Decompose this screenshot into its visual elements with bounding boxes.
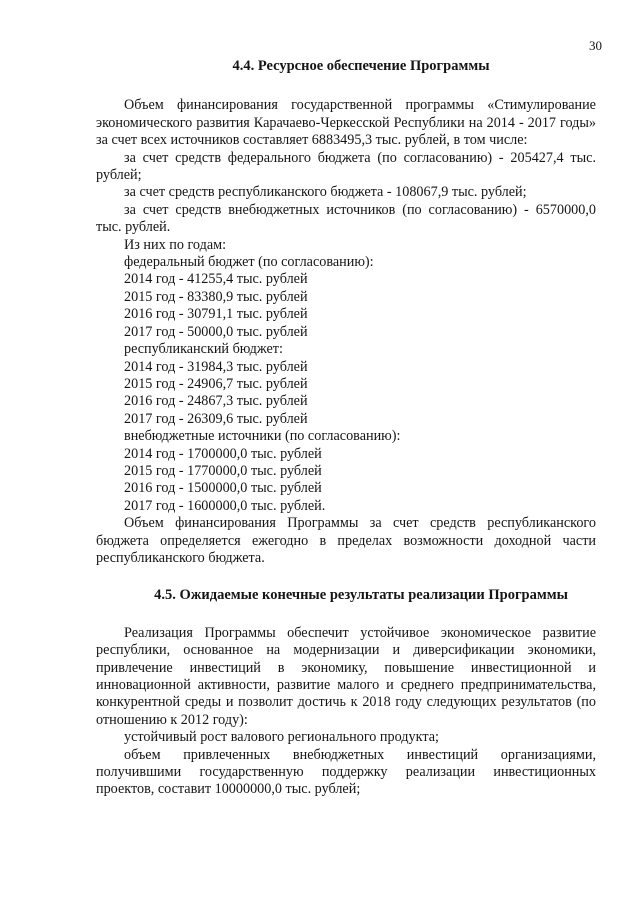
extrabudget-year-2016: 2016 год - 1500000,0 тыс. рублей bbox=[124, 480, 322, 497]
federal-year-2017: 2017 год - 50000,0 тыс. рублей bbox=[124, 323, 308, 340]
extrabudget-year-2014: 2014 год - 1700000,0 тыс. рублей bbox=[124, 445, 322, 462]
extrabudget-year-2017: 2017 год - 1600000,0 тыс. рублей. bbox=[124, 497, 326, 514]
section-heading-4-4: 4.4. Ресурсное обеспечение Программы bbox=[232, 58, 490, 74]
republic-label: республиканский бюджет: bbox=[124, 341, 283, 358]
republic-year-2014: 2014 год - 31984,3 тыс. рублей bbox=[124, 358, 308, 375]
federal-year-2015: 2015 год - 83380,9 тыс. рублей bbox=[124, 288, 308, 305]
section-heading-4-5: 4.5. Ожидаемые конечные результаты реализации Программы bbox=[154, 587, 568, 604]
result-item-investments: объем привлеченных внебюджетных инвестиций организациями, получившими государственную поддержку реализации инвестиционных проектов, составит 10000000,0 тыс. рублей; bbox=[96, 746, 596, 798]
federal-label: федеральный бюджет (по согласованию): bbox=[124, 254, 374, 271]
financing-intro: Объем финансирования государственной программы «Стимулирование экономического развития Карачаево-Черкесской Республики на 2014 - 2017 годы» за счет всех источников составляет 6883495,3 тыс. рублей, в том числе: bbox=[96, 97, 596, 149]
republic-year-2016: 2016 год - 24867,3 тыс. рублей bbox=[124, 393, 308, 410]
result-item-grp: устойчивый рост валового регионального продукта; bbox=[124, 729, 439, 746]
extrabudget-label: внебюджетные источники (по согласованию): bbox=[124, 428, 401, 445]
republic-year-2017: 2017 год - 26309,6 тыс. рублей bbox=[124, 410, 308, 427]
by-years-label: Из них по годам: bbox=[124, 236, 227, 253]
federal-year-2014: 2014 год - 41255,4 тыс. рублей bbox=[124, 271, 308, 288]
document-body bbox=[96, 58, 596, 799]
financing-closing: Объем финансирования Программы за счет средств республиканского бюджета определяется ежегодно в пределах возможности доходной части республиканского бюджета. bbox=[96, 515, 596, 566]
republic-year-2015: 2015 год - 24906,7 тыс. рублей bbox=[124, 375, 308, 392]
federal-year-2016: 2016 год - 30791,1 тыс. рублей bbox=[124, 306, 308, 323]
page-number: 30 bbox=[589, 38, 602, 53]
republic-total: за счет средств республиканского бюджета - 108067,9 тыс. рублей; bbox=[124, 184, 527, 201]
federal-total: за счет средств федерального бюджета (по согласованию) - 205427,4 тыс. рублей; bbox=[96, 149, 596, 184]
results-intro: Реализация Программы обеспечит устойчивое экономическое развитие республики, основанное на модернизации и диверсификации экономики, привлечение инвестиций в экономику, повышение инвестиционной и инновационной активности, развитие малого и среднего предпринимательства, конкурентной среды и позволит достичь к 2018 году следующих результатов (по отношению к 2012 году): bbox=[96, 624, 596, 728]
extrabudget-total: за счет средств внебюджетных источников (по согласованию) - 6570000,0 тыс. рублей. bbox=[96, 201, 596, 236]
extrabudget-year-2015: 2015 год - 1770000,0 тыс. рублей bbox=[124, 462, 322, 479]
